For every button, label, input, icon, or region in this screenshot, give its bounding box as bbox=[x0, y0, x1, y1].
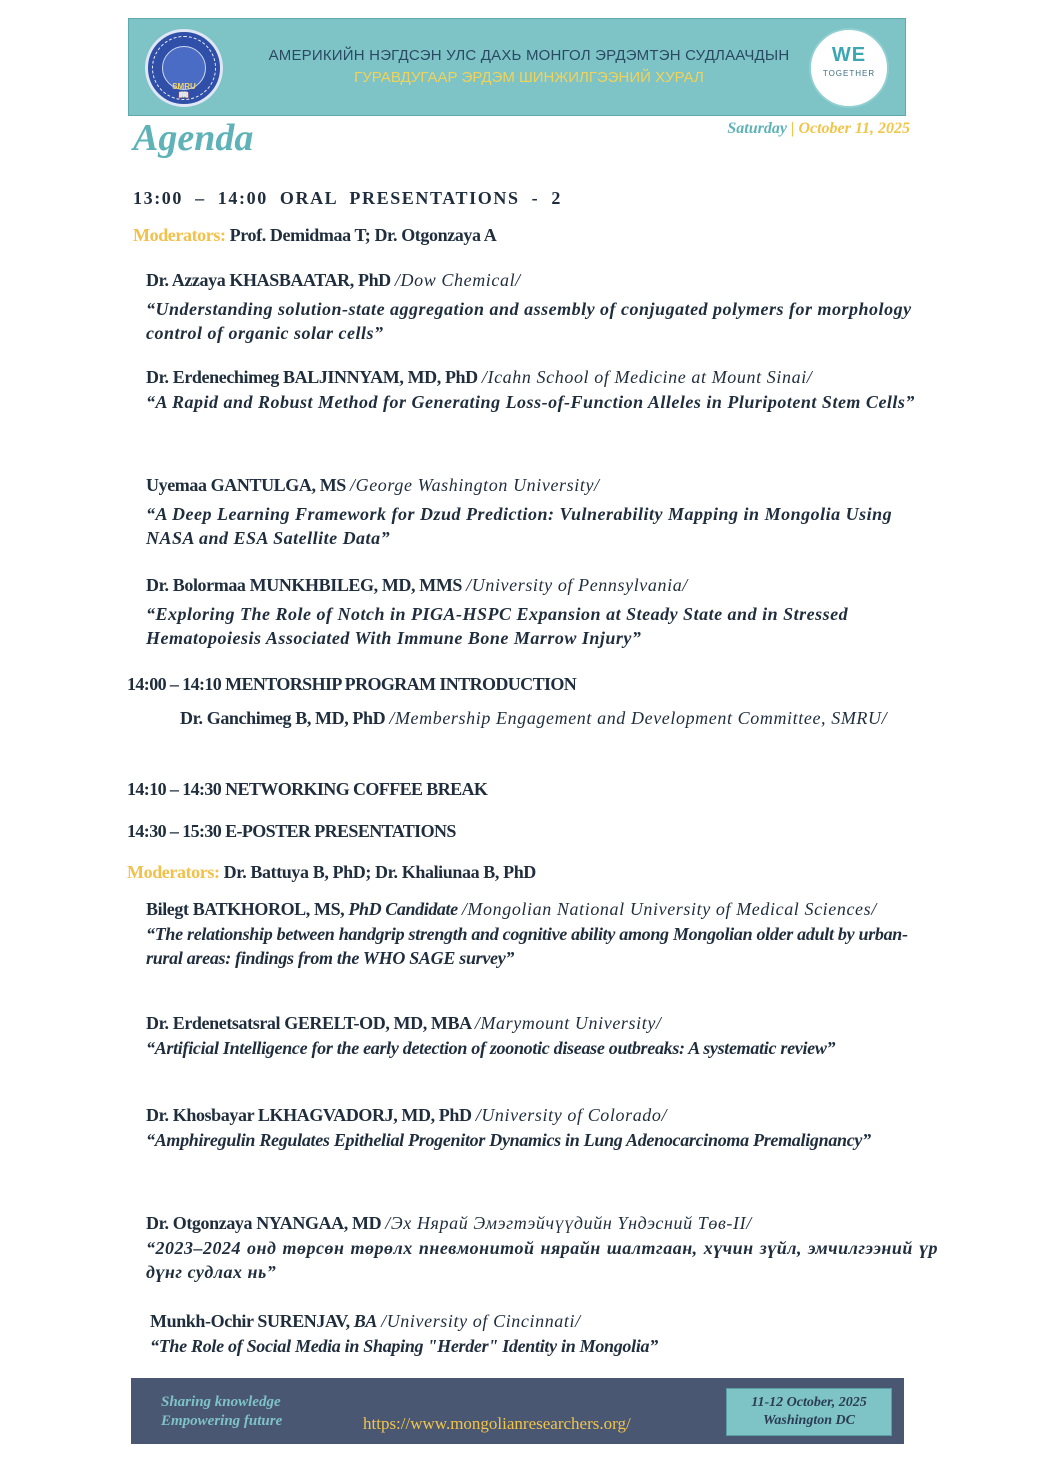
date-separator: | bbox=[790, 120, 795, 137]
session-heading-oral: 13:00 – 14:00 ORAL PRESENTATIONS - 2 bbox=[133, 188, 562, 208]
moderators-poster bbox=[127, 862, 536, 883]
speaker-role: PhD Candidate bbox=[348, 899, 458, 919]
speaker-line bbox=[146, 1010, 926, 1036]
we-together-logo bbox=[809, 28, 889, 108]
presentation-item bbox=[146, 364, 936, 414]
presentation-item bbox=[146, 267, 936, 345]
moderators-names: Prof. Demidmaa T; Dr. Otgonzaya A bbox=[229, 225, 497, 245]
speaker-affiliation: /Marymount University/ bbox=[474, 1013, 662, 1033]
presentation-item bbox=[150, 1308, 930, 1358]
speaker-name: Munkh-Ochir SURENJAV, bbox=[150, 1311, 350, 1331]
speaker-line bbox=[146, 364, 936, 390]
presentation-item bbox=[146, 472, 936, 550]
moderators-label: Moderators: bbox=[127, 862, 220, 882]
presentation-item bbox=[146, 1210, 938, 1284]
speaker-name: Dr. Azzaya KHASBAATAR, PhD bbox=[146, 270, 391, 290]
event-info-box bbox=[726, 1388, 892, 1436]
presentation-title: “A Deep Learning Framework for Dzud Prediction: Vulnerability Mapping in Mongolia Using NASA and ESA Satellite Data” bbox=[146, 504, 893, 548]
speaker-line bbox=[180, 705, 940, 731]
mentorship-speaker-item bbox=[180, 705, 940, 731]
presentation-title: “Amphiregulin Regulates Epithelial Progenitor Dynamics in Lung Adenocarcinoma Premalignancy” bbox=[146, 1130, 871, 1150]
speaker-name: Uyemaa GANTULGA, MS bbox=[146, 475, 346, 495]
speaker-line bbox=[146, 572, 936, 598]
speaker-affiliation: /George Washington University/ bbox=[350, 475, 600, 495]
presentation-title: “2023–2024 онд төрсөн төрөлх пневмонитой нярайн шалтгаан, хүчин зүйл, эмчилгээний үр дүнг судлах нь” bbox=[146, 1238, 938, 1282]
session-heading-coffee: 14:10 – 14:30 NETWORKING COFFEE BREAK bbox=[127, 779, 488, 799]
day-label: Saturday bbox=[727, 120, 787, 137]
speaker-line bbox=[146, 1102, 926, 1128]
presentation-title: “Exploring The Role of Notch in PIGA-HSPC Expansion at Steady State and in Stressed Hematopoiesis Associated With Immune Bone Marrow Injury” bbox=[146, 604, 849, 648]
speaker-line bbox=[146, 267, 936, 293]
speaker-name: Dr. Otgonzaya NYANGAA, MD bbox=[146, 1213, 382, 1233]
moderators-label: Moderators: bbox=[133, 225, 226, 245]
date-label: October 11, 2025 bbox=[798, 120, 910, 137]
speaker-name: Dr. Erdenetsatsral GERELT-OD, MD, MBA bbox=[146, 1013, 471, 1033]
presentation-item bbox=[146, 1102, 926, 1152]
speaker-affiliation: /Эх Нярай Эмэгтэйчүүдийн Үндэсний Төв-II/ bbox=[385, 1213, 752, 1233]
speaker-affiliation: /University of Cincinnati/ bbox=[381, 1311, 581, 1331]
speaker-line bbox=[150, 1308, 930, 1334]
header-banner bbox=[128, 18, 906, 116]
logo-smru-text: SMRU bbox=[172, 82, 196, 91]
speaker-name: Bilegt BATKHOROL, MS, bbox=[146, 899, 345, 919]
moderators-names: Dr. Battuya B, PhD; Dr. Khaliunaa B, PhD bbox=[223, 862, 536, 882]
speaker-affiliation: /Membership Engagement and Development Committee, SMRU/ bbox=[389, 708, 888, 728]
presentation-title: “The Role of Social Media in Shaping "Herder" Identity in Mongolia” bbox=[150, 1336, 658, 1356]
presentation-title: “Artificial Intelligence for the early detection of zoonotic disease outbreaks: A systematic review” bbox=[146, 1038, 836, 1058]
speaker-name: Dr. Ganchimeg B, MD, PhD bbox=[180, 708, 386, 728]
page-title: Agenda bbox=[133, 117, 254, 159]
speaker-affiliation: /University of Colorado/ bbox=[475, 1105, 668, 1125]
speaker-line bbox=[146, 1210, 938, 1236]
logo-we-text: WE bbox=[831, 44, 867, 66]
event-dates: 11-12 October, 2025 bbox=[751, 1395, 867, 1410]
speaker-name: Dr. Erdenechimeg BALJINNYAM, MD, PhD bbox=[146, 367, 478, 387]
presentation-title: “Understanding solution-state aggregation and assembly of conjugated polymers for morphology control of organic solar cells” bbox=[146, 299, 912, 343]
speaker-line bbox=[146, 472, 936, 498]
moderators-oral bbox=[133, 225, 496, 246]
speaker-affiliation: /Icahn School of Medicine at Mount Sinai/ bbox=[481, 367, 813, 387]
speaker-name: Dr. Bolormaa MUNKHBILEG, MD, MMS bbox=[146, 575, 463, 595]
presentation-item bbox=[146, 1010, 926, 1060]
smru-logo bbox=[145, 29, 223, 107]
footer-slogan-2: Empowering future bbox=[161, 1413, 283, 1429]
footer-slogan-1: Sharing knowledge bbox=[161, 1394, 281, 1410]
event-location: Washington DC bbox=[763, 1413, 855, 1428]
presentation-title: “A Rapid and Robust Method for Generating Loss-of-Function Alleles in Pluripotent Stem Cells” bbox=[146, 392, 915, 412]
speaker-affiliation: /Mongolian National University of Medical Sciences/ bbox=[461, 899, 877, 919]
banner-title-line2: ГУРАВДУГААР ЭРДЭМ ШИНЖИЛГЭЭНИЙ ХУРАЛ bbox=[354, 69, 704, 86]
footer-banner bbox=[131, 1378, 904, 1444]
session-heading-poster: 14:30 – 15:30 E-POSTER PRESENTATIONS bbox=[127, 821, 456, 841]
speaker-line bbox=[146, 896, 916, 922]
speaker-name: Dr. Khosbayar LKHAGVADORJ, MD, PhD bbox=[146, 1105, 472, 1125]
banner-title-line1: АМЕРИКИЙН НЭГДСЭН УЛС ДАХЬ МОНГОЛ ЭРДЭМТЭН СУДЛААЧДЫН bbox=[268, 47, 790, 64]
date-line bbox=[727, 120, 910, 138]
presentation-title: “The relationship between handgrip strength and cognitive ability among Mongolian older adult by urban-rural areas: findings from the WHO SAGE survey” bbox=[146, 924, 908, 968]
speaker-affiliation: /University of Pennsylvania/ bbox=[466, 575, 688, 595]
speaker-role: BA bbox=[353, 1311, 377, 1331]
book-icon: 📖 bbox=[178, 90, 190, 100]
speaker-affiliation: /Dow Chemical/ bbox=[394, 270, 521, 290]
logo-together-text: TOGETHER bbox=[822, 69, 876, 78]
session-heading-mentorship: 14:00 – 14:10 MENTORSHIP PROGRAM INTRODUCTION bbox=[127, 674, 577, 694]
presentation-item bbox=[146, 572, 936, 650]
presentation-item bbox=[146, 896, 916, 970]
footer-website-link[interactable]: https://www.mongolianresearchers.org/ bbox=[363, 1414, 631, 1433]
